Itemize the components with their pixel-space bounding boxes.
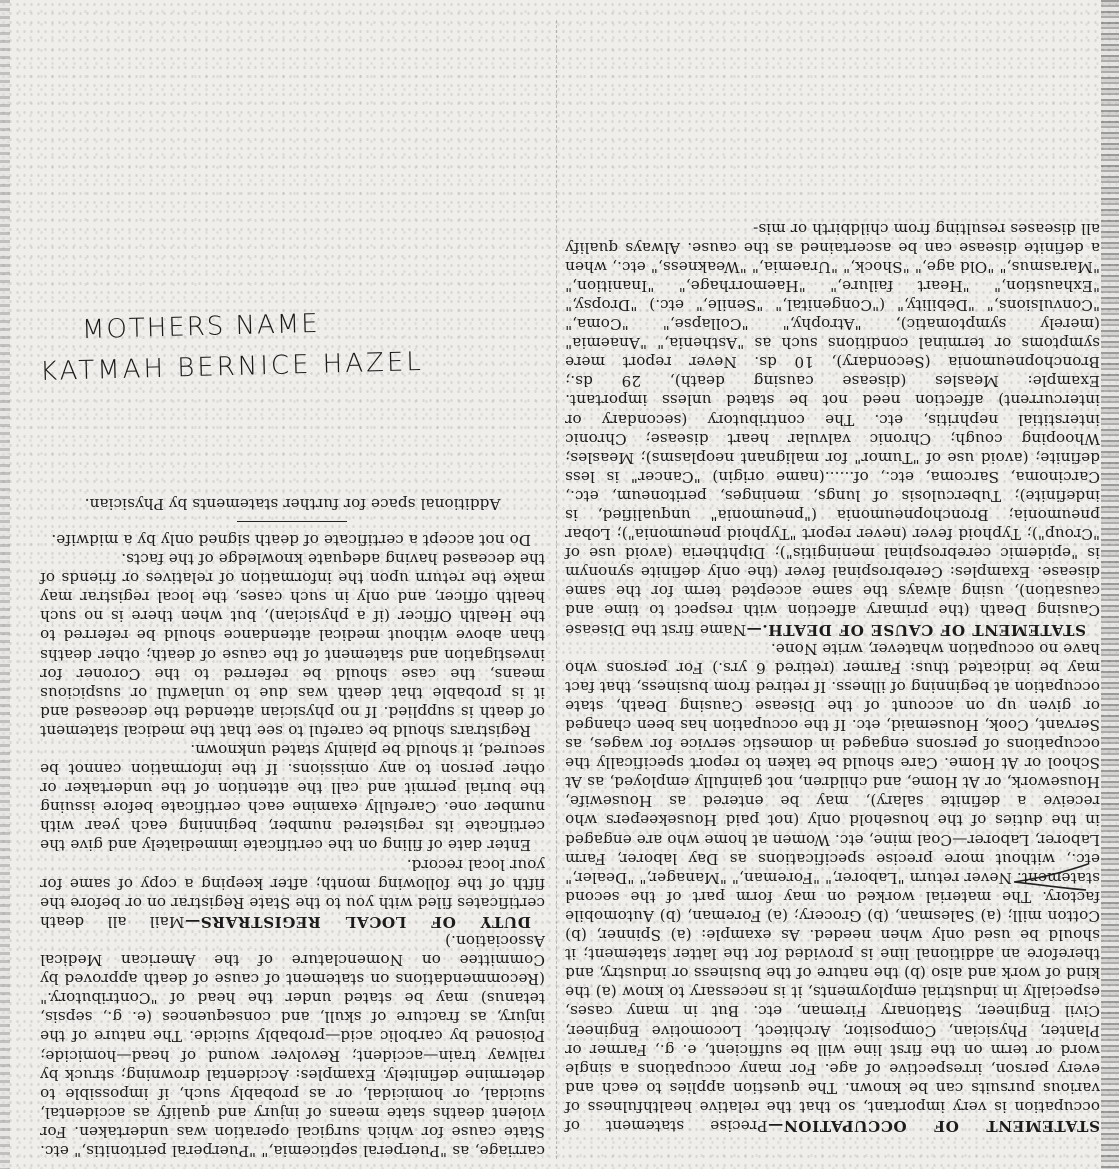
column-gutter: [556, 20, 557, 1159]
additional-space-note: Additional space for further statements by Physician.: [84, 494, 501, 513]
handwritten-mothers-name-value: KATMAH BERNICE HAZEL: [39, 346, 425, 388]
registrar-paragraph-4: Do not accept a certificate of death signed only by a midwife.: [51, 531, 531, 549]
cause-continued-paragraph: carriage, as "Puerperal septicemia," "Puerperal peritonitis," etc. State cause for which surgical operation was undertaken. For violent deaths state means of injury and qualify as accidental, suicidal, or homicidal, or as probably such, if impossible to determine definitely. Examples: Accidental drowning; struck by railway train—accident; Revolver wound of head—homicide; Poisoned by carbolic acid—probably suicide. The nature of the injury, as fracture of skull, and consequences (e. g., sepsis, tetanus) may be stated under the head of "Contributory." (Recommendations on statement of cause of death approved by Committee on Nomenclature of the American Medical Association.): [40, 931, 545, 1160]
instructions-column-left: [565, 55, 1100, 1135]
registrar-paragraph-3: Registrars should be careful to see that the medical statement of death is supplied. If no physician attended the deceased and it is probable that death was due to unlawful or suspicious means, the case should be referred to the Coroner for investigation and statement of the cause of death; other deaths than above without medical attendance should be referred to the Health Officer (if a physician), but when there is no such health officer, and only in such cases, the local registrar may make the return upon the information of relatives or friends of the deceased having adequate knowledge of the facts.: [40, 550, 545, 740]
pen-arrow-mark: [1010, 862, 1090, 892]
registrar-text-1: Mail all death certificates filed with you to the State Registrar on or before the fifth of the following month; after keeping a copy of same for your local record.: [40, 855, 545, 931]
registrar-paragraph-2: Enter date of filing on the certificate immediately and give the certificate its registered number, beginning each year with number one. Carefully examine each certificate before issuing the burial permit and call the attention of the undertaker or other person to any omissions. If the information cannot be secured, it should be plainly stated unknown.: [40, 741, 545, 855]
cause-paragraph: [565, 219, 1100, 639]
scan-left-edge: [0, 0, 10, 1169]
handwritten-mothers-name-label: MOTHERS NAME: [81, 308, 321, 346]
section-rule: [238, 521, 348, 522]
occupation-heading: STATEMENT OF OCCUPATION—: [767, 1117, 1100, 1135]
scan-right-edge: [1101, 0, 1119, 1169]
registrar-heading: DUTY OF LOCAL REGISTRARS—: [184, 912, 531, 931]
cause-text: Name first the Disease Causing Death (the primary affection with respect to time and causation), using always the same accepted term for the same disease. Examples: Cerebrospinal fever (the only definite synonym is "epidemic cerebrospinal meningitis"); Diphtheria (avoid use of "Croup"); Typhoid fever (never report "Typhoid pneumonia"); Lobar pneumonia; Bronchopneumonia ("pneumonia" unqualified, is indefinite); Tuberculosis of lungs, meninges, peritoneum, etc., Carcinoma, Sarcoma, etc., of......(name origin) "Cancer" is less definite; (avoid use of "Tumor" for malignant neoplasms); Measles; Whooping cough; Chronic valvular heart disease; Chronic interstitial nephritis, etc. The contributory (secondary or intercurrent) affection need not be stated unless important. Example: Measles (disease causing death), 29 ds.; Bronchopneumonia (Secondary), 10 ds. Never report mere symptoms or terminal conditions such as "Asthenia," "Anaemia" (merely symptomatic), "Atrophy," "Collapse," "Coma," "Convulsions," "Debility," ("Congenital," "Senile," etc.) "Dropsy," "Exhaustion," "Heart failure," "Haemorrhage," "Inanition," "Marasmus," "Old age," "Shock," "Uraemia," "Weakness," etc., when a definite disease can be ascertained as the cause. Always qualify all diseases resulting from childbirth or mis-: [564, 219, 1100, 639]
registrar-paragraph-1: [40, 855, 545, 931]
instructions-column-right: [40, 405, 545, 1160]
occupation-text: Precise statement of occupation is very important, so that the relative healthfulness of various pursuits can be known. The question applies to each and every person, irrespective of age. For many occupations a single word or term on the first line will be sufficient, e. g., Farmer or Planter, Physician, Compositor, Architect, Locomotive Engineer, Civil Engineer, Stationary Fireman, etc. But in many cases, especially in industrial employments, it is necessary to know (a) the kind of work and also (b) the nature of the business or industry, and therefore an additional line is provided for the latter statement; it should be used only when needed. As example: (a) Spinner, (b) Cotton mill; (a) Salesman, (b) Grocery; (a) Foreman, (b) Automobile factory. The material worked on may form part of the second statement. Never return "Laborer," "Foreman," "Manager," "Dealer," etc., without more precise specifications as Day laborer, Farm Laborer, Laborer—Coal mine, etc. Women at home who are engaged in the duties of the household only (not paid Housekeepers who receive a definite salary), may be entered as Housewife, Housework, or At Home, and children, not gainfully employed, as At School or At Home. Care should be taken to report specifically the occupations of persons engaged in domestic service for wages, as Servant, Cook, Housemaid, etc. If the occupation has been changed or given up on account of the Disease Causing Death, state occupation at beginning of illness. If retired from business, that fact may be indicated thus: Farmer (retired 6 yrs.) For persons who have no occupation whatever, write None.: [565, 639, 1100, 1135]
cause-heading: STATEMENT OF CAUSE OF DEATH.—: [745, 620, 1086, 639]
